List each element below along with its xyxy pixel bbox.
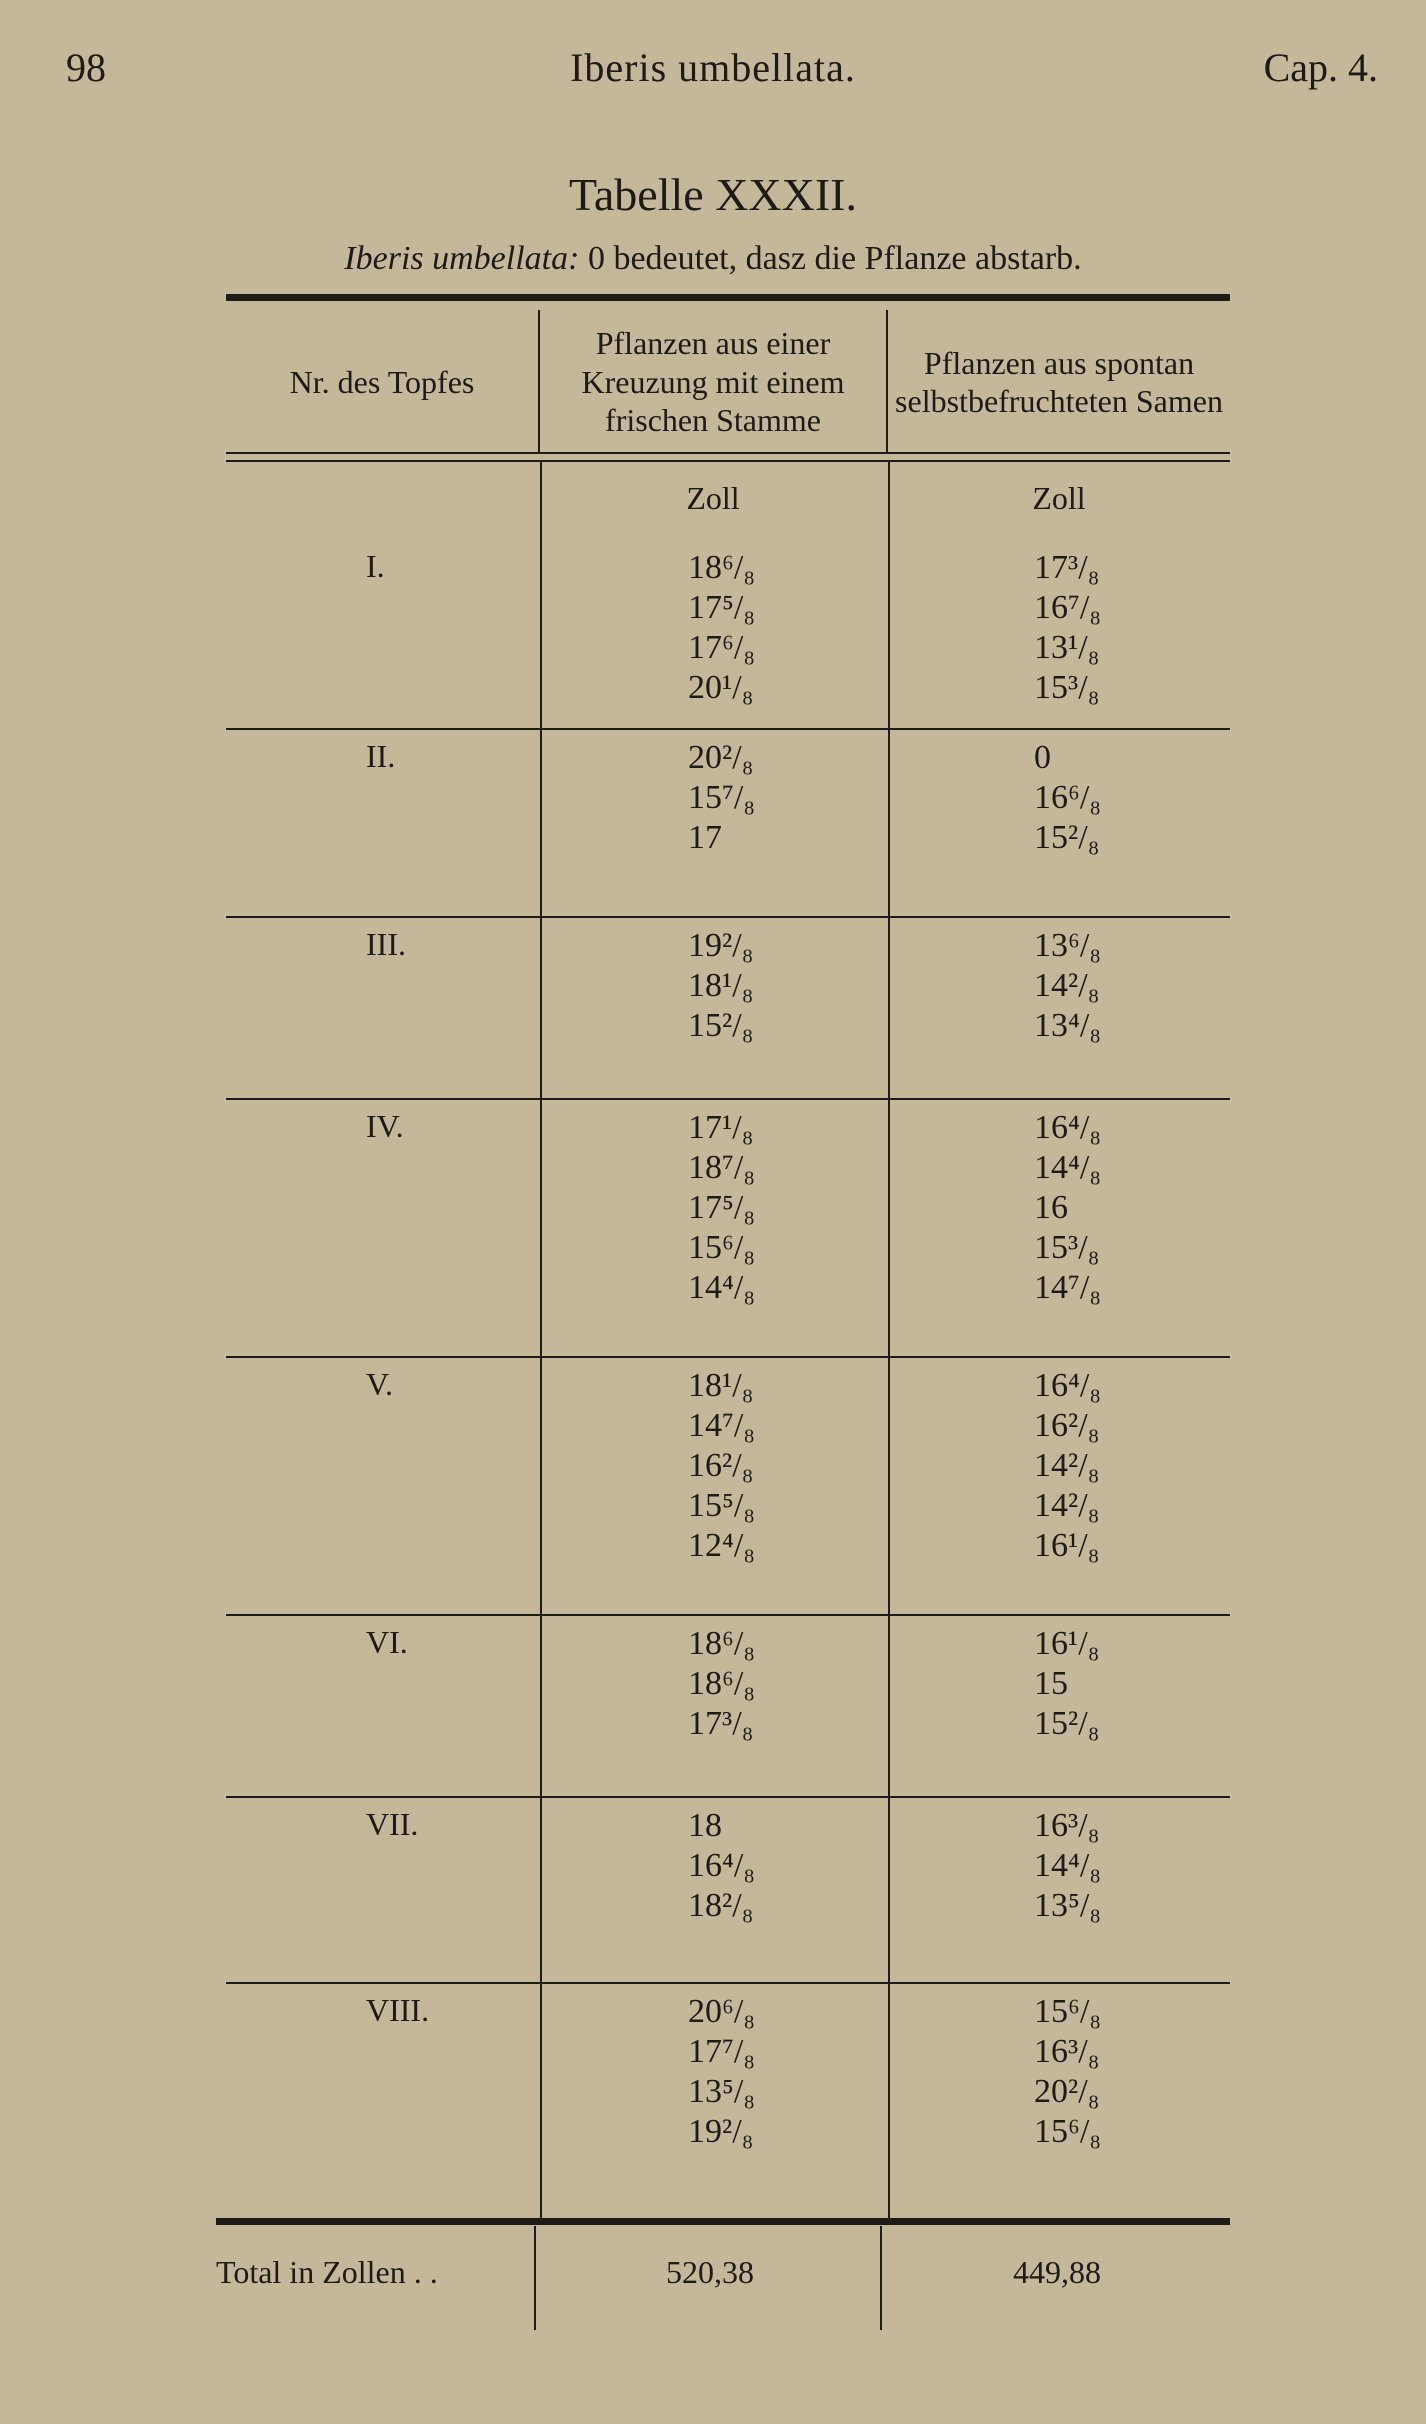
self-value: 15²/₈ (1034, 1705, 1100, 1742)
column-divider (888, 462, 890, 2218)
crossed-value: 17⁶/₈ (688, 629, 756, 666)
running-title: Iberis umbellata. (570, 45, 856, 90)
crossed-column (688, 1624, 755, 1744)
self-value: 16⁷/₈ (1034, 589, 1102, 626)
pot-number: III. (366, 926, 406, 962)
crossed-value: 14⁴/₈ (688, 1269, 756, 1306)
crossed-value: 20¹/₈ (688, 669, 754, 706)
pot-number: I. (366, 548, 385, 584)
crossed-value: 17 (688, 819, 722, 856)
crossed-value: 18 (688, 1807, 722, 1844)
self-column (1034, 1366, 1101, 1566)
crossed-value: 18⁶/₈ (688, 1665, 756, 1702)
self-column (1034, 738, 1101, 858)
self-value: 13⁵/₈ (1034, 1887, 1102, 1924)
self-value: 16⁴/₈ (1034, 1367, 1102, 1404)
caption-species: Iberis umbellata: (344, 240, 580, 277)
crossed-value: 13⁵/₈ (688, 2073, 756, 2110)
self-value: 15⁶/₈ (1034, 2113, 1102, 2150)
self-column (1034, 548, 1101, 708)
self-value: 15⁶/₈ (1034, 1993, 1102, 2030)
self-value: 14⁴/₈ (1034, 1847, 1102, 1884)
total-crossed: 520,38 (666, 2254, 754, 2290)
table-title: Tabelle XXXII. (569, 169, 857, 220)
group-separator (226, 1356, 1230, 1358)
self-value: 13⁴/₈ (1034, 1007, 1102, 1044)
self-value: 17³/₈ (1034, 549, 1100, 586)
crossed-value: 17⁵/₈ (688, 1189, 756, 1226)
column-divider (540, 462, 542, 2218)
crossed-column (688, 738, 755, 858)
group-separator (226, 1982, 1230, 1984)
table-bottom-rule (216, 2218, 1230, 2225)
crossed-value: 15⁷/₈ (688, 779, 756, 816)
self-value: 14⁴/₈ (1034, 1149, 1102, 1186)
header-pot-number: Nr. des Topfes (289, 363, 475, 400)
crossed-value: 17⁷/₈ (688, 2033, 756, 2070)
crossed-value: 18²/₈ (688, 1887, 754, 1924)
self-value: 16¹/₈ (1034, 1527, 1100, 1564)
self-value: 13⁶/₈ (1034, 927, 1102, 964)
unit-self: Zoll (1032, 480, 1086, 516)
self-value: 0 (1034, 739, 1051, 776)
total-label: Total in Zollen . . (216, 2254, 438, 2290)
header-crossed-plants: Pflanzen aus einer Kreuzung mit einem frischen Stamme (581, 325, 845, 439)
crossed-column (688, 926, 754, 1046)
self-value: 15 (1034, 1665, 1068, 1702)
caption-text: 0 bedeutet, dasz die Pflanze abstarb. (587, 240, 1082, 277)
self-value: 16⁴/₈ (1034, 1109, 1102, 1146)
self-column (1034, 1108, 1101, 1308)
self-column (1034, 1624, 1100, 1744)
total-divider (534, 2226, 536, 2330)
pot-number: II. (366, 738, 396, 774)
total-self: 449,88 (1013, 2254, 1101, 2290)
chapter-label: Cap. 4. (1263, 45, 1378, 90)
page-number: 98 (66, 45, 106, 90)
header-rule (226, 460, 1230, 462)
crossed-value: 18⁶/₈ (688, 549, 756, 586)
pot-number: VIII. (366, 1992, 430, 2028)
self-value: 14²/₈ (1034, 1447, 1100, 1484)
self-value: 16¹/₈ (1034, 1625, 1100, 1662)
group-separator (226, 1614, 1230, 1616)
crossed-value: 14⁷/₈ (688, 1407, 756, 1444)
self-column (1034, 1806, 1101, 1926)
crossed-value: 15⁵/₈ (688, 1487, 756, 1524)
crossed-column (688, 1806, 755, 1926)
crossed-value: 16²/₈ (688, 1447, 754, 1484)
pot-number: V. (366, 1366, 393, 1402)
table-caption (0, 240, 1426, 278)
unit-crossed: Zoll (686, 480, 740, 516)
self-value: 16 (1034, 1189, 1068, 1226)
crossed-value: 12⁴/₈ (688, 1527, 756, 1564)
group-separator (226, 1098, 1230, 1100)
group-separator (226, 916, 1230, 918)
crossed-value: 18¹/₈ (688, 1367, 754, 1404)
pot-number: VI. (366, 1624, 408, 1660)
crossed-value: 18⁶/₈ (688, 1625, 756, 1662)
self-value: 14²/₈ (1034, 967, 1100, 1004)
crossed-value: 15⁶/₈ (688, 1229, 756, 1266)
self-value: 15³/₈ (1034, 1229, 1100, 1266)
self-value: 14²/₈ (1034, 1487, 1100, 1524)
self-value: 16³/₈ (1034, 2033, 1100, 2070)
crossed-value: 17⁵/₈ (688, 589, 756, 626)
group-separator (226, 1796, 1230, 1798)
crossed-value: 19²/₈ (688, 2113, 754, 2150)
self-value: 15³/₈ (1034, 669, 1100, 706)
crossed-value: 18⁷/₈ (688, 1149, 756, 1186)
self-value: 20²/₈ (1034, 2073, 1100, 2110)
pot-number: IV. (366, 1108, 404, 1144)
self-value: 16²/₈ (1034, 1407, 1100, 1444)
crossed-value: 20⁶/₈ (688, 1993, 756, 2030)
self-column (1034, 1992, 1101, 2152)
self-value: 16³/₈ (1034, 1807, 1100, 1844)
crossed-value: 16⁴/₈ (688, 1847, 756, 1884)
header-rule (226, 452, 1230, 454)
crossed-value: 20²/₈ (688, 739, 754, 776)
crossed-column (688, 1992, 755, 2152)
crossed-value: 17³/₈ (688, 1705, 754, 1742)
self-value: 15²/₈ (1034, 819, 1100, 856)
crossed-value: 15²/₈ (688, 1007, 754, 1044)
self-value: 16⁶/₈ (1034, 779, 1102, 816)
crossed-value: 17¹/₈ (688, 1109, 754, 1146)
self-column (1034, 926, 1101, 1046)
crossed-value: 19²/₈ (688, 927, 754, 964)
self-value: 14⁷/₈ (1034, 1269, 1102, 1306)
table-top-rule (226, 294, 1230, 301)
crossed-column (688, 1108, 755, 1308)
header-self-fertilised-plants: Pflanzen aus spontan selbstbefruchteten Samen (895, 344, 1223, 419)
crossed-value: 18¹/₈ (688, 967, 754, 1004)
group-separator (226, 728, 1230, 730)
crossed-column (688, 548, 755, 708)
page-header (0, 44, 1426, 114)
pot-number: VII. (366, 1806, 419, 1842)
self-value: 13¹/₈ (1034, 629, 1100, 666)
crossed-column (688, 1366, 755, 1566)
